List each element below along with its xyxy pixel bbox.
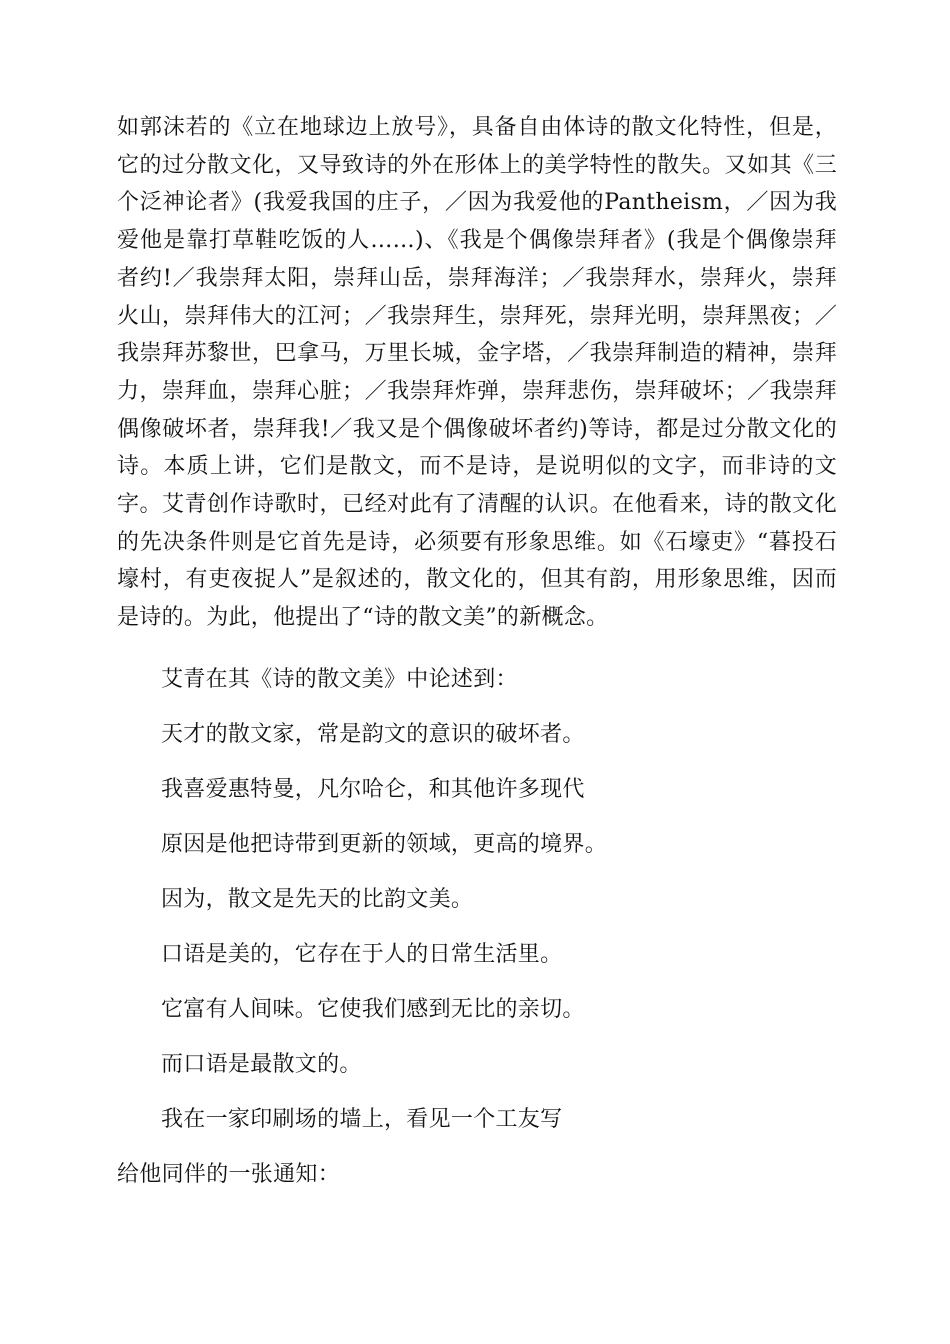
text-line: 原因是他把诗带到更新的领域，更高的境界。 <box>161 831 608 857</box>
body-paragraph: 如郭沫若的《立在地球边上放号》，具备自由体诗的散文化特性，但是，它的过分散文化，又导致诗的外在形体上的美学特性的散失。又如其《三个泛神论者》(我爱我国的庄子，／因为我爱他的Pantheism，／因为我爱他是靠打草鞋吃饭的人……)、《我是个偶像崇拜者》(我是个偶像崇拜者约!／我崇拜太阳，崇拜山岳，崇拜海洋；／我崇拜水，崇拜火，崇拜火山，崇拜伟大的江河；／我崇拜生，崇拜死，崇拜光明，崇拜黑夜；／我崇拜苏黎世，巴拿马，万里长城，金字塔，／我崇拜制造的精神，崇拜力，崇拜血，崇拜心脏；／我崇拜炸弹，崇拜悲伤，崇拜破坏；／我崇拜偶像破坏者，崇拜我!／我又是个偶像破坏者约)等诗，都是过分散文化的诗。本质上讲，它们是散文，而不是诗，是说明似的文字，而非诗的文字。艾青创作诗歌时，已经对此有了清醒的认识。在他看来，诗的散文化的先决条件则是它首先是诗，必须要有形象思维。如《石壕吏》“暮投石壕村，有吏夜捉人”是叙述的，散文化的，但其有韵，用形象思维，因而是诗的。为此，他提出了“诗的散文美”的新概念。 <box>117 115 837 631</box>
text-line: 我在一家印刷场的墙上，看见一个工友写 <box>161 1106 563 1132</box>
document-page <box>117 109 837 1190</box>
text-line: 它富有人间味。它使我们感到无比的亲切。 <box>161 996 585 1022</box>
text-line: 天才的散文家，常是韵文的意识的破坏者。 <box>161 721 585 747</box>
text-line: 我喜爱惠特曼，凡尔哈仑，和其他许多现代 <box>161 776 585 802</box>
text-line: 因为，散文是先天的比韵文美。 <box>161 886 474 912</box>
text-line: 而口语是最散文的。 <box>161 1051 362 1077</box>
text-line: 艾青在其《诗的散文美》中论述到： <box>161 666 518 692</box>
text-line: 给他同伴的一张通知： <box>117 1161 341 1187</box>
text-line: 口语是美的，它存在于人的日常生活里。 <box>161 941 563 967</box>
